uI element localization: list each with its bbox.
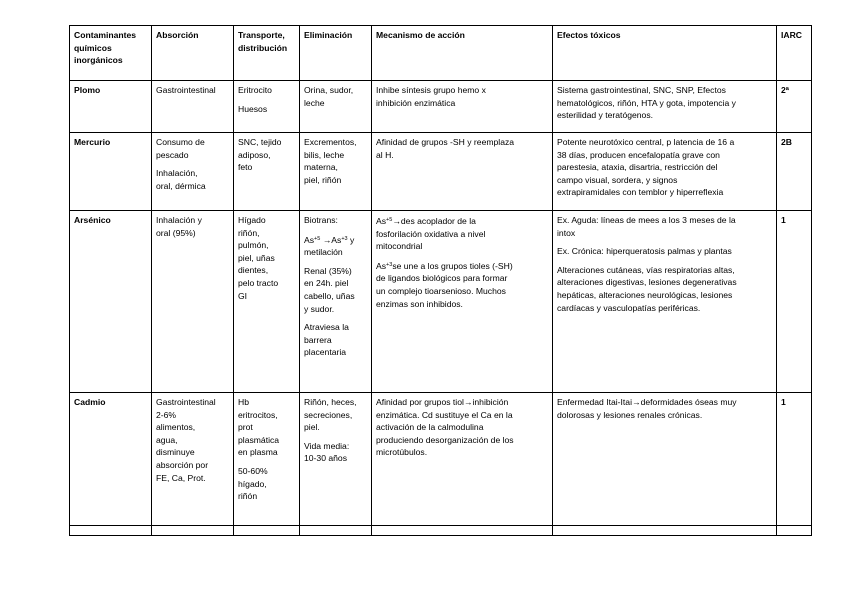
empty-cell xyxy=(553,526,777,536)
header-absorcion: Absorción xyxy=(152,26,234,81)
eliminacion-cell: Excrementos, bilis, leche materna, piel, riñón xyxy=(300,133,372,211)
table-row-empty xyxy=(70,526,812,536)
absorcion-cell: Gastrointestinal 2-6% alimentos, agua, disminuye absorción por FE, Ca, Prot. xyxy=(152,393,234,526)
iarc-cell: 1 xyxy=(777,393,812,526)
contaminant-name: Arsénico xyxy=(70,211,152,393)
transporte-cell: SNC, tejido adiposo, feto xyxy=(234,133,300,211)
table-row-mercurio xyxy=(70,133,812,211)
efectos-cell: Ex. Aguda: líneas de mees a los 3 meses de la intox Ex. Crónica: hiperqueratosis palmas y plantas Alteraciones cutáneas, vías respiratorias altas, alteraciones digestivas, lesiones degenerativas hepáticas, alteraciones neurológicas, lesiones cardíacas y vasculopatías periféricas. xyxy=(553,211,777,393)
empty-cell xyxy=(372,526,553,536)
contaminant-name: Cadmio xyxy=(70,393,152,526)
as5-mechanism-line: $As^{+5}\to des$ acoplador de la xyxy=(376,216,476,226)
table-row-cadmio xyxy=(70,393,812,526)
header-transporte: Transporte, distribución xyxy=(234,26,300,81)
header-eliminacion: Eliminación xyxy=(300,26,372,81)
mecanismo-cell: Afinidad por grupos tiol→inhibición enzimática. Cd sustituye el Ca en la activación de la calmodulina produciendo desorganización de los microtúbulos. xyxy=(372,393,553,526)
iarc-cell: 2B xyxy=(777,133,812,211)
transporte-cell: Eritrocito Huesos xyxy=(234,81,300,133)
eliminacion-cell: Riñón, heces, secreciones, piel. Vida media: 10-30 años xyxy=(300,393,372,526)
absorcion-cell: Consumo de pescado Inhalación, oral, dérmica xyxy=(152,133,234,211)
eliminacion-cell: Orina, sudor, leche xyxy=(300,81,372,133)
header-contaminantes: Contaminantes químicos inorgánicos xyxy=(70,26,152,81)
iarc-cell: 1 xyxy=(777,211,812,393)
absorcion-cell: Inhalación y oral (95%) xyxy=(152,211,234,393)
efectos-cell: Sistema gastrointestinal, SNC, SNP, Efectos hematológicos, riñón, HTA y gota, impotencia y esterilidad y teratógenos. xyxy=(553,81,777,133)
empty-cell xyxy=(234,526,300,536)
mecanismo-cell: $As^{+5}\to des$ acoplador de la fosforilación oxidativa a nivel mitocondrial $As^{+3}se$ une a los grupos tioles (-SH) de ligandos biológicos para formar un complejo tioarsenioso. Muchos enzimas son inhibidos. xyxy=(372,211,553,393)
transporte-cell: Hígado riñón, pulmón, piel, uñas dientes, pelo tracto GI xyxy=(234,211,300,393)
empty-cell xyxy=(70,526,152,536)
contaminant-name: Mercurio xyxy=(70,133,152,211)
absorcion-cell: Gastrointestinal xyxy=(152,81,234,133)
header-mecanismo: Mecanismo de acción xyxy=(372,26,553,81)
mecanismo-cell: Inhibe síntesis grupo hemo x inhibición enzimática xyxy=(372,81,553,133)
empty-cell xyxy=(777,526,812,536)
efectos-cell: Potente neurotóxico central, p latencia de 16 a 38 días, producen encefalopatía grave con parestesia, ataxia, disartria, restricción del campo visual, sordera, y signos extrapiramidales con temblor y hiperreflexia xyxy=(553,133,777,211)
header-efectos: Efectos tóxicos xyxy=(553,26,777,81)
efectos-cell: Enfermedad Itai-Itai→deformidades óseas muy dolorosas y lesiones renales crónicas. xyxy=(553,393,777,526)
toxicology-table xyxy=(69,25,812,536)
empty-cell xyxy=(300,526,372,536)
iarc-cell: 2ª xyxy=(777,81,812,133)
mecanismo-cell: Afinidad de grupos -SH y reemplaza al H. xyxy=(372,133,553,211)
header-row xyxy=(70,26,812,81)
table-row-plomo xyxy=(70,81,812,133)
transporte-cell: Hb eritrocitos, prot plasmática en plasma 50-60% hígado, riñón xyxy=(234,393,300,526)
as3-mechanism-line: $As^{+3}se$ une a los grupos tioles (-SH) xyxy=(376,260,513,271)
biotransformation-formula: $As^{+5} \to As^{+3}$ y xyxy=(304,234,355,245)
eliminacion-cell: Biotrans: $As^{+5} \to As^{+3}$ y metilación Renal (35%) en 24h. piel cabello, uñas y sudor. Atraviesa la barrera placentaria xyxy=(300,211,372,393)
table-row-arsenico xyxy=(70,211,812,393)
header-iarc: IARC xyxy=(777,26,812,81)
empty-cell xyxy=(152,526,234,536)
contaminant-name: Plomo xyxy=(70,81,152,133)
